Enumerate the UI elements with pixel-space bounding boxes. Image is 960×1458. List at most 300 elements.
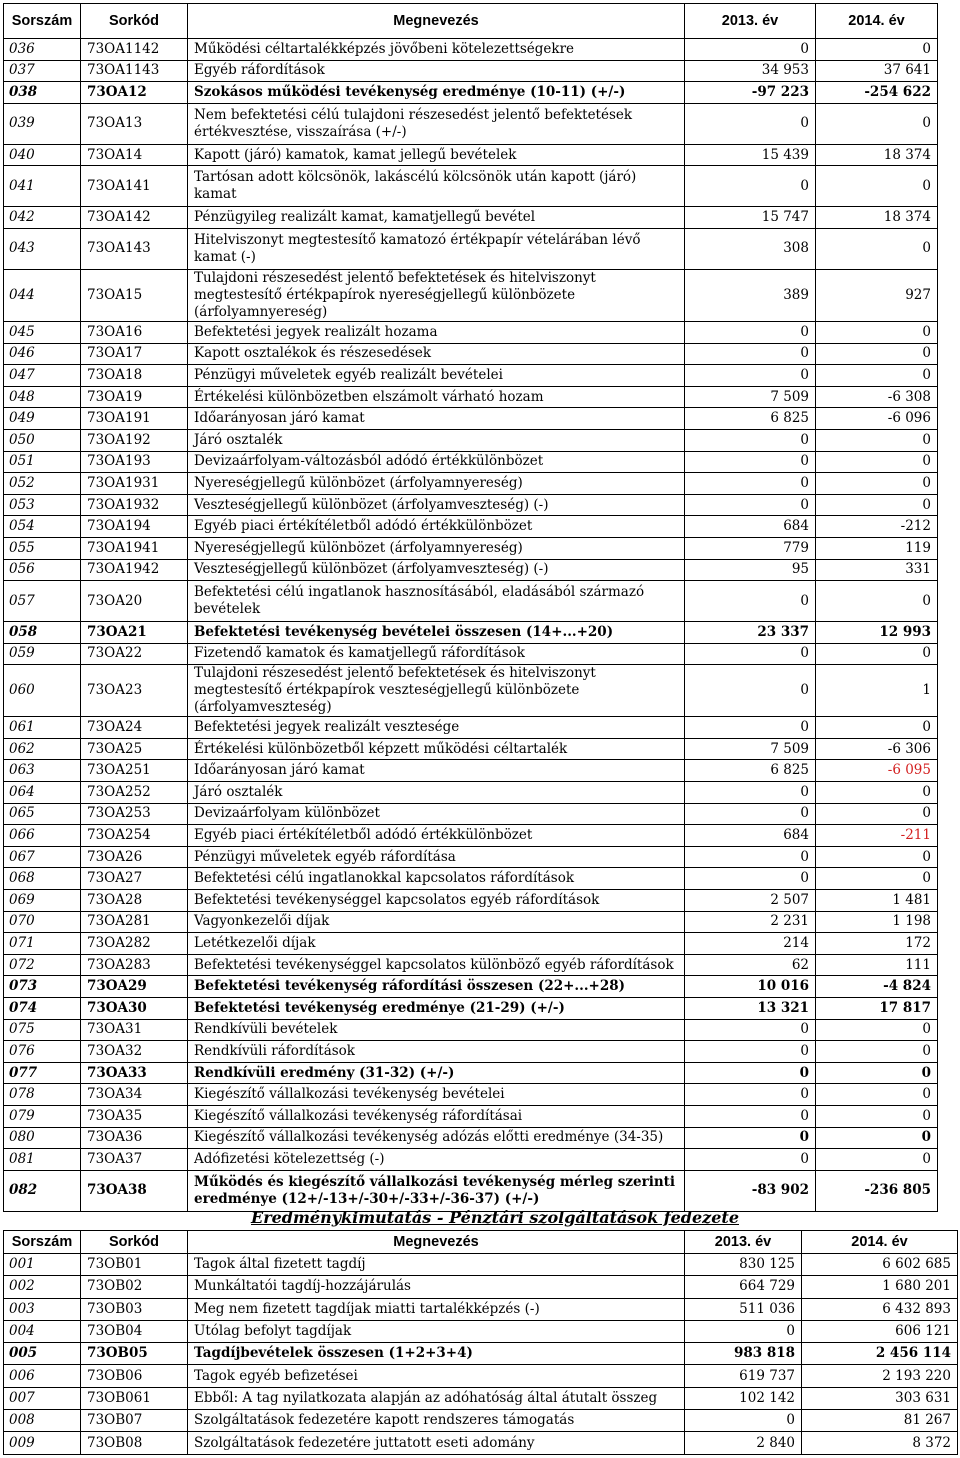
row-code: 73OA23 <box>81 665 188 717</box>
row-number: 043 <box>4 228 81 269</box>
row-code: 73OA31 <box>81 1019 188 1041</box>
row-code: 73OA38 <box>81 1170 188 1211</box>
table-row <box>4 1365 958 1387</box>
row-number: 045 <box>4 321 81 343</box>
value-2014: 0 <box>816 868 938 890</box>
value-2014: 12 993 <box>816 622 938 644</box>
row-number: 066 <box>4 825 81 847</box>
row-description: Működés és kiegészítő vállalkozási tevékenység mérleg szerinti eredménye (12+/-13+/-30+/-33+/-36-37) (+/-) <box>188 1170 685 1211</box>
row-description: Pénzügyileg realizált kamat, kamatjellegű bevétel <box>188 207 685 229</box>
value-2013: 308 <box>685 228 816 269</box>
row-code: 73OA30 <box>81 998 188 1020</box>
value-2014: 0 <box>816 803 938 825</box>
row-number: 071 <box>4 933 81 955</box>
row-code: 73OB07 <box>81 1410 188 1432</box>
value-2013: 34 953 <box>685 60 816 82</box>
value-2013: 0 <box>685 1041 816 1063</box>
row-number: 042 <box>4 207 81 229</box>
value-2014: 37 641 <box>816 60 938 82</box>
row-code: 73OA192 <box>81 429 188 451</box>
row-description: Befektetési tevékenység bevételei összesen (14+...+20) <box>188 622 685 644</box>
table-row <box>4 868 938 890</box>
row-code: 73OA191 <box>81 408 188 430</box>
row-description: Rendkívüli ráfordítások <box>188 1041 685 1063</box>
row-number: 059 <box>4 643 81 665</box>
row-code: 73OA28 <box>81 890 188 912</box>
row-number: 048 <box>4 386 81 408</box>
table-row <box>4 665 938 717</box>
row-description: Befektetési jegyek realizált hozama <box>188 321 685 343</box>
row-number: 079 <box>4 1105 81 1127</box>
value-2014: 0 <box>816 1041 938 1063</box>
table-row <box>4 622 938 644</box>
value-2013: 0 <box>685 868 816 890</box>
value-2013: 0 <box>685 1105 816 1127</box>
value-2014: -236 805 <box>816 1170 938 1211</box>
table-row <box>4 1276 958 1298</box>
value-2014: 6 432 893 <box>802 1298 958 1320</box>
row-code: 73OA37 <box>81 1149 188 1171</box>
row-code: 73OA253 <box>81 803 188 825</box>
row-code: 73OA17 <box>81 343 188 365</box>
row-number: 040 <box>4 144 81 166</box>
row-number: 065 <box>4 803 81 825</box>
value-2014: -6 306 <box>816 738 938 760</box>
row-number: 005 <box>4 1343 81 1365</box>
row-number: 038 <box>4 82 81 104</box>
table-row <box>4 803 938 825</box>
value-2014: 0 <box>816 103 938 144</box>
value-2013: 7 509 <box>685 738 816 760</box>
value-2013: 0 <box>685 103 816 144</box>
row-description: Értékelési különbözetből képzett működési céltartalék <box>188 738 685 760</box>
header-2014: 2014. év <box>802 1231 958 1254</box>
row-number: 061 <box>4 717 81 739</box>
value-2013: 389 <box>685 269 816 321</box>
table-row <box>4 144 938 166</box>
value-2013: 23 337 <box>685 622 816 644</box>
value-2014: -254 622 <box>816 82 938 104</box>
value-2013: 684 <box>685 825 816 847</box>
row-number: 060 <box>4 665 81 717</box>
row-code: 73OA19 <box>81 386 188 408</box>
value-2013: -97 223 <box>685 82 816 104</box>
row-code: 73OB061 <box>81 1387 188 1409</box>
value-2013: 0 <box>685 365 816 387</box>
value-2014: 81 267 <box>802 1410 958 1432</box>
row-description: Kapott osztalékok és részesedések <box>188 343 685 365</box>
row-description: Adófizetési kötelezettség (-) <box>188 1149 685 1171</box>
row-number: 041 <box>4 166 81 207</box>
table-row <box>4 473 938 495</box>
row-description: Tagdíjbevételek összesen (1+2+3+4) <box>188 1343 685 1365</box>
row-code: 73OA1941 <box>81 537 188 559</box>
row-number: 076 <box>4 1041 81 1063</box>
row-description: Pénzügyi műveletek egyéb realizált bevételei <box>188 365 685 387</box>
row-number: 075 <box>4 1019 81 1041</box>
row-number: 047 <box>4 365 81 387</box>
income-statement-table-b <box>3 1230 958 1455</box>
row-number: 036 <box>4 39 81 61</box>
row-number: 070 <box>4 911 81 933</box>
value-2013: 0 <box>685 846 816 868</box>
row-code: 73OA27 <box>81 868 188 890</box>
table-row <box>4 386 938 408</box>
row-description: Utólag befolyt tagdíjak <box>188 1320 685 1342</box>
value-2013: 830 125 <box>685 1254 802 1276</box>
table-row <box>4 166 938 207</box>
row-code: 73OA22 <box>81 643 188 665</box>
value-2013: 2 231 <box>685 911 816 933</box>
value-2014: 0 <box>816 1105 938 1127</box>
row-number: 049 <box>4 408 81 430</box>
value-2013: 10 016 <box>685 976 816 998</box>
row-number: 081 <box>4 1149 81 1171</box>
row-code: 73OA281 <box>81 911 188 933</box>
table-row <box>4 1084 938 1106</box>
row-description: Kiegészítő vállalkozási tevékenység adózás előtti eredménye (34-35) <box>188 1127 685 1149</box>
row-description: Időarányosan járó kamat <box>188 760 685 782</box>
value-2013: 62 <box>685 954 816 976</box>
table-row <box>4 1041 938 1063</box>
value-2014: 8 372 <box>802 1432 958 1454</box>
row-number: 069 <box>4 890 81 912</box>
value-2013: 983 818 <box>685 1343 802 1365</box>
value-2013: 7 509 <box>685 386 816 408</box>
value-2013: 0 <box>685 1084 816 1106</box>
value-2014: -6 095 <box>816 760 938 782</box>
row-description: Tagok által fizetett tagdíj <box>188 1254 685 1276</box>
row-number: 078 <box>4 1084 81 1106</box>
value-2014: 0 <box>816 429 938 451</box>
value-2013: 102 142 <box>685 1387 802 1409</box>
row-description: Járó osztalék <box>188 782 685 804</box>
value-2013: 0 <box>685 1127 816 1149</box>
value-2014: -6 308 <box>816 386 938 408</box>
row-description: Veszteségjellegű különbözet (árfolyamveszteség) (-) <box>188 494 685 516</box>
row-description: Devizaárfolyam-változásból adódó értékkülönbözet <box>188 451 685 473</box>
row-code: 73OB08 <box>81 1432 188 1454</box>
row-code: 73OA283 <box>81 954 188 976</box>
row-code: 73OA251 <box>81 760 188 782</box>
row-description: Befektetési tevékenység ráfordítási összesen (22+...+28) <box>188 976 685 998</box>
row-description: Befektetési célú ingatlanok hasznosításából, eladásából származó bevételek <box>188 581 685 622</box>
row-code: 73OA29 <box>81 976 188 998</box>
table-row <box>4 207 938 229</box>
row-description: Egyéb ráfordítások <box>188 60 685 82</box>
row-code: 73OA254 <box>81 825 188 847</box>
row-number: 003 <box>4 1298 81 1320</box>
row-description: Járó osztalék <box>188 429 685 451</box>
row-description: Befektetési tevékenység eredménye (21-29) (+/-) <box>188 998 685 1020</box>
row-number: 050 <box>4 429 81 451</box>
value-2014: 17 817 <box>816 998 938 1020</box>
value-2013: 511 036 <box>685 1298 802 1320</box>
row-code: 73OA20 <box>81 581 188 622</box>
table-row <box>4 269 938 321</box>
row-description: Tartósan adott kölcsönök, lakáscélú kölcsönök után kapott (járó) kamat <box>188 166 685 207</box>
header-sorszam: Sorszám <box>4 4 81 39</box>
row-description: Vagyonkezelői díjak <box>188 911 685 933</box>
value-2014: 0 <box>816 643 938 665</box>
row-description: Befektetési jegyek realizált vesztesége <box>188 717 685 739</box>
value-2014: 0 <box>816 321 938 343</box>
value-2014: 0 <box>816 1062 938 1084</box>
table-row <box>4 321 938 343</box>
row-number: 067 <box>4 846 81 868</box>
row-description: Ebből: A tag nyilatkozata alapján az adóhatóság által átutalt összeg <box>188 1387 685 1409</box>
value-2013: 2 840 <box>685 1432 802 1454</box>
table-row <box>4 846 938 868</box>
row-number: 054 <box>4 516 81 538</box>
value-2013: 2 507 <box>685 890 816 912</box>
table-row <box>4 581 938 622</box>
value-2014: 0 <box>816 451 938 473</box>
row-number: 052 <box>4 473 81 495</box>
header-sorkod: Sorkód <box>81 1231 188 1254</box>
table-row <box>4 760 938 782</box>
row-code: 73OA32 <box>81 1041 188 1063</box>
table-row <box>4 782 938 804</box>
row-description: Befektetési célú ingatlanokkal kapcsolatos ráfordítások <box>188 868 685 890</box>
table-row <box>4 1127 938 1149</box>
table-row <box>4 228 938 269</box>
value-2013: 0 <box>685 166 816 207</box>
value-2013: 0 <box>685 473 816 495</box>
row-description: Befektetési tevékenységgel kapcsolatos egyéb ráfordítások <box>188 890 685 912</box>
row-code: 73OA142 <box>81 207 188 229</box>
table-row <box>4 60 938 82</box>
row-code: 73OB03 <box>81 1298 188 1320</box>
row-description: Működési céltartalékképzés jövőbeni kötelezettségekre <box>188 39 685 61</box>
value-2013: 619 737 <box>685 1365 802 1387</box>
table-row <box>4 643 938 665</box>
value-2014: 303 631 <box>802 1387 958 1409</box>
value-2013: 13 321 <box>685 998 816 1020</box>
row-code: 73OA21 <box>81 622 188 644</box>
row-code: 73OA14 <box>81 144 188 166</box>
header-megnevezes: Megnevezés <box>188 1231 685 1254</box>
row-description: Devizaárfolyam különbözet <box>188 803 685 825</box>
table-row <box>4 717 938 739</box>
value-2014: 0 <box>816 846 938 868</box>
row-code: 73OA194 <box>81 516 188 538</box>
value-2014: 1 680 201 <box>802 1276 958 1298</box>
value-2014: -211 <box>816 825 938 847</box>
table-row <box>4 1343 958 1365</box>
row-code: 73OA282 <box>81 933 188 955</box>
row-number: 063 <box>4 760 81 782</box>
section-title: Eredménykimutatás - Pénztári szolgáltatások fedezete <box>251 1208 739 1227</box>
table-row <box>4 1410 958 1432</box>
row-description: Tulajdoni részesedést jelentő befektetések és hitelviszonyt megtestesítő értékpapírok veszteségjellegű különbözete (árfolyamveszteség) <box>188 665 685 717</box>
table-header-row <box>4 4 938 39</box>
row-number: 053 <box>4 494 81 516</box>
table-row <box>4 1149 938 1171</box>
row-description: Értékelési különbözetben elszámolt várható hozam <box>188 386 685 408</box>
row-number: 009 <box>4 1432 81 1454</box>
income-statement-table-a <box>3 3 938 1212</box>
row-description: Hitelviszonyt megtestesítő kamatozó értékpapír vételárában lévő kamat (-) <box>188 228 685 269</box>
header-2013: 2013. év <box>685 1231 802 1254</box>
table-row <box>4 1105 938 1127</box>
value-2013: 0 <box>685 782 816 804</box>
value-2013: 0 <box>685 39 816 61</box>
value-2013: -83 902 <box>685 1170 816 1211</box>
table-row <box>4 82 938 104</box>
value-2013: 0 <box>685 643 816 665</box>
value-2013: 664 729 <box>685 1276 802 1298</box>
value-2014: -4 824 <box>816 976 938 998</box>
row-description: Időarányosan járó kamat <box>188 408 685 430</box>
row-number: 064 <box>4 782 81 804</box>
value-2013: 214 <box>685 933 816 955</box>
row-code: 73OA15 <box>81 269 188 321</box>
row-code: 73OA36 <box>81 1127 188 1149</box>
table-row <box>4 998 938 1020</box>
row-description: Szolgáltatások fedezetére kapott rendszeres támogatás <box>188 1410 685 1432</box>
table-row <box>4 1432 958 1454</box>
value-2014: 1 <box>816 665 938 717</box>
row-code: 73OA1931 <box>81 473 188 495</box>
table-row <box>4 954 938 976</box>
row-number: 072 <box>4 954 81 976</box>
row-code: 73OB02 <box>81 1276 188 1298</box>
row-description: Meg nem fizetett tagdíjak miatti tartalékképzés (-) <box>188 1298 685 1320</box>
row-number: 044 <box>4 269 81 321</box>
row-number: 068 <box>4 868 81 890</box>
row-code: 73OA143 <box>81 228 188 269</box>
row-description: Rendkívüli bevételek <box>188 1019 685 1041</box>
value-2014: 0 <box>816 39 938 61</box>
value-2013: 0 <box>685 717 816 739</box>
value-2013: 0 <box>685 1019 816 1041</box>
row-description: Veszteségjellegű különbözet (árfolyamveszteség) (-) <box>188 559 685 581</box>
value-2013: 0 <box>685 1149 816 1171</box>
value-2014: 0 <box>816 1127 938 1149</box>
value-2014: 18 374 <box>816 144 938 166</box>
row-description: Letétkezelői díjak <box>188 933 685 955</box>
row-number: 007 <box>4 1387 81 1409</box>
row-description: Szokásos működési tevékenység eredménye (10-11) (+/-) <box>188 82 685 104</box>
row-code: 73OA13 <box>81 103 188 144</box>
row-code: 73OA25 <box>81 738 188 760</box>
row-code: 73OA1143 <box>81 60 188 82</box>
table-row <box>4 516 938 538</box>
value-2014: 0 <box>816 1019 938 1041</box>
row-number: 055 <box>4 537 81 559</box>
table-row <box>4 1019 938 1041</box>
value-2013: 0 <box>685 451 816 473</box>
value-2014: 331 <box>816 559 938 581</box>
table-row <box>4 933 938 955</box>
table-row <box>4 1320 958 1342</box>
value-2013: 779 <box>685 537 816 559</box>
row-description: Kiegészítő vállalkozási tevékenység ráfordításai <box>188 1105 685 1127</box>
value-2014: 606 121 <box>802 1320 958 1342</box>
row-number: 058 <box>4 622 81 644</box>
value-2014: 0 <box>816 717 938 739</box>
row-number: 082 <box>4 1170 81 1211</box>
row-number: 073 <box>4 976 81 998</box>
value-2014: 111 <box>816 954 938 976</box>
table-row <box>4 1298 958 1320</box>
value-2013: 0 <box>685 321 816 343</box>
value-2014: 2 193 220 <box>802 1365 958 1387</box>
row-code: 73OA252 <box>81 782 188 804</box>
value-2014: 927 <box>816 269 938 321</box>
row-description: Munkáltatói tagdíj-hozzájárulás <box>188 1276 685 1298</box>
value-2014: 0 <box>816 166 938 207</box>
row-code: 73OB05 <box>81 1343 188 1365</box>
value-2014: 1 198 <box>816 911 938 933</box>
value-2013: 0 <box>685 1320 802 1342</box>
table-row <box>4 1062 938 1084</box>
value-2014: 0 <box>816 1084 938 1106</box>
row-description: Szolgáltatások fedezetére juttatott eseti adomány <box>188 1432 685 1454</box>
row-code: 73OA1942 <box>81 559 188 581</box>
header-sorszam: Sorszám <box>4 1231 81 1254</box>
value-2014: 1 481 <box>816 890 938 912</box>
header-megnevezes: Megnevezés <box>188 4 685 39</box>
row-code: 73OB01 <box>81 1254 188 1276</box>
table-row <box>4 451 938 473</box>
row-number: 056 <box>4 559 81 581</box>
value-2014: 0 <box>816 365 938 387</box>
table-row <box>4 825 938 847</box>
row-description: Nyereségjellegű különbözet (árfolyamnyereség) <box>188 473 685 495</box>
value-2013: 0 <box>685 494 816 516</box>
row-number: 057 <box>4 581 81 622</box>
row-number: 001 <box>4 1254 81 1276</box>
table-row <box>4 890 938 912</box>
value-2013: 0 <box>685 1062 816 1084</box>
row-code: 73OA193 <box>81 451 188 473</box>
row-description: Tagok egyéb befizetései <box>188 1365 685 1387</box>
row-code: 73OA1142 <box>81 39 188 61</box>
table-row <box>4 738 938 760</box>
value-2013: 0 <box>685 429 816 451</box>
row-number: 046 <box>4 343 81 365</box>
header-2013: 2013. év <box>685 4 816 39</box>
value-2014: 0 <box>816 494 938 516</box>
row-code: 73OB06 <box>81 1365 188 1387</box>
row-description: Tulajdoni részesedést jelentő befektetések és hitelviszonyt megtestesítő értékpapírok nyereségjellegű különbözete (árfolyamnyereség) <box>188 269 685 321</box>
row-description: Fizetendő kamatok és kamatjellegű ráfordítások <box>188 643 685 665</box>
value-2014: 18 374 <box>816 207 938 229</box>
row-code: 73OA1932 <box>81 494 188 516</box>
row-code: 73OA34 <box>81 1084 188 1106</box>
table-row <box>4 1387 958 1409</box>
value-2014: 119 <box>816 537 938 559</box>
value-2014: 0 <box>816 228 938 269</box>
value-2013: 6 825 <box>685 408 816 430</box>
row-description: Nem befektetési célú tulajdoni részesedést jelentő befektetések értékvesztése, visszaírása (+/-) <box>188 103 685 144</box>
row-number: 080 <box>4 1127 81 1149</box>
value-2014: 0 <box>816 581 938 622</box>
row-code: 73OA12 <box>81 82 188 104</box>
row-number: 074 <box>4 998 81 1020</box>
table-row <box>4 1170 938 1211</box>
row-description: Nyereségjellegű különbözet (árfolyamnyereség) <box>188 537 685 559</box>
row-number: 062 <box>4 738 81 760</box>
row-code: 73OA18 <box>81 365 188 387</box>
row-description: Egyéb piaci értékítéletből adódó értékkülönbözet <box>188 516 685 538</box>
value-2013: 684 <box>685 516 816 538</box>
value-2013: 0 <box>685 665 816 717</box>
table-row <box>4 365 938 387</box>
table-row <box>4 103 938 144</box>
